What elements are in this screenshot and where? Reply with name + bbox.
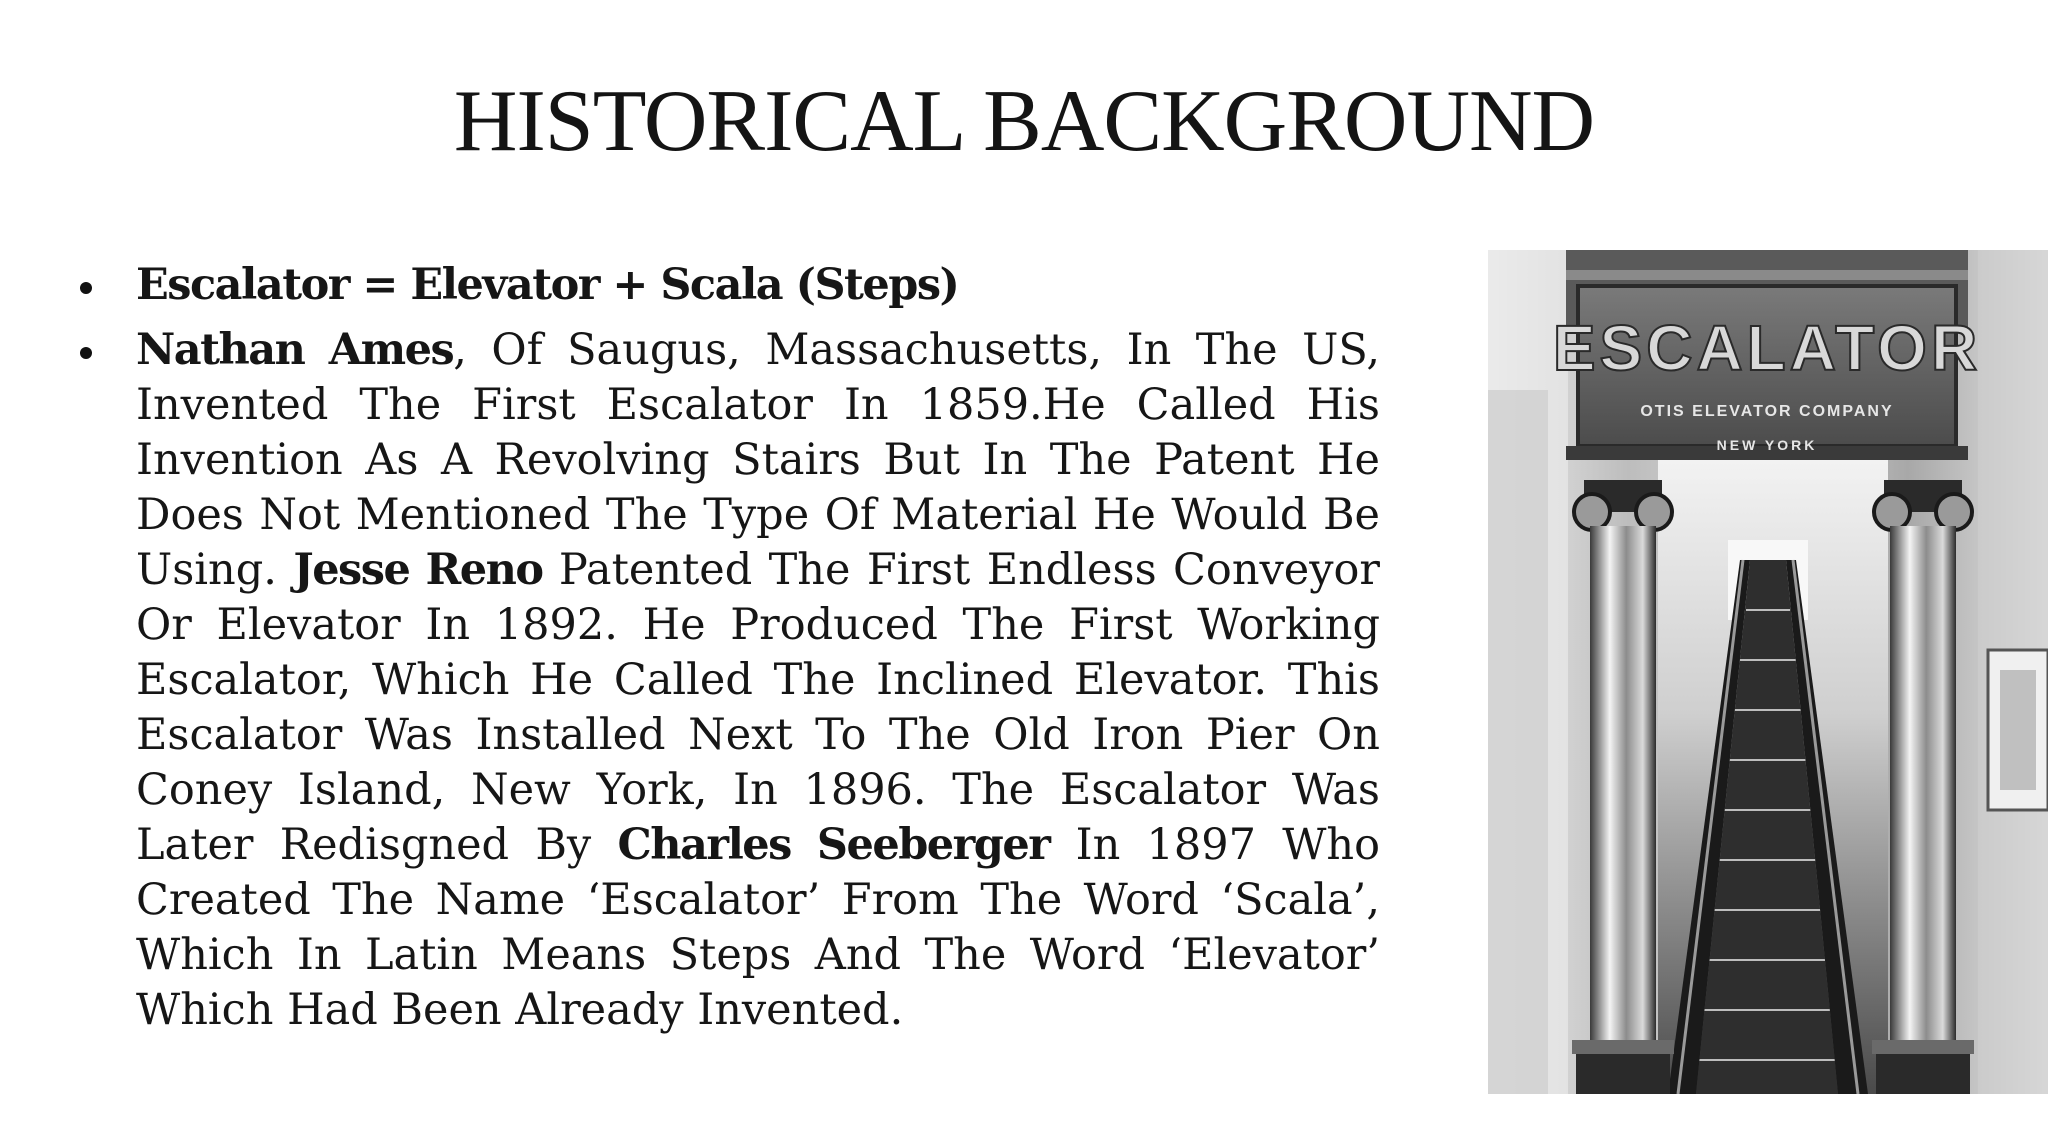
escalator-photo	[1488, 250, 2048, 1094]
sign-subtext: OTIS ELEVATOR COMPANY	[1640, 403, 1894, 420]
sign-text: ESCALATOR	[1552, 312, 1982, 384]
history-text-2: Patented The First Endless Conveyor Or Elevator In 1892. He Produced The First Working Escalator, Which He Called The Inclined Elevator. This Escalator Was Installed Next To The Old Iron Pier On Coney Island, New York, In 1896. The Escalator Was Later Redisgned By	[136, 545, 1380, 870]
bullet-item-history	[72, 323, 1380, 1038]
etymology-text: Escalator = Elevator + Scala (Steps)	[136, 260, 959, 310]
inventor-name-seeberger: Charles Seeberger	[617, 820, 1050, 870]
bullet-dot	[80, 347, 92, 359]
escalator-illustration	[1488, 250, 2048, 1094]
history-text-3: In 1897 Who Created The Name ‘Escalator’ From The Word ‘Scala’, Which In Latin Means Steps And The Word ‘Elevator’ Which Had Been Already Invented.	[136, 820, 1380, 1035]
slide-title: HISTORICAL BACKGROUND	[453, 73, 1595, 170]
sign-city: NEW YORK	[1716, 437, 1818, 453]
bullet-list	[72, 258, 1380, 1038]
history-text-1: , Of Saugus, Massachusetts, In The US, Invented The First Escalator In 1859.He Called His Invention As A Revolving Stairs But In The Patent He Does Not Mentioned The Type Of Material He Would Be Using.	[136, 325, 1380, 595]
inventor-name-ames: Nathan Ames	[136, 325, 454, 375]
inventor-name-reno: Jesse Reno	[293, 545, 543, 595]
bullet-item-etymology	[72, 258, 1380, 313]
bullet-dot	[80, 282, 92, 294]
